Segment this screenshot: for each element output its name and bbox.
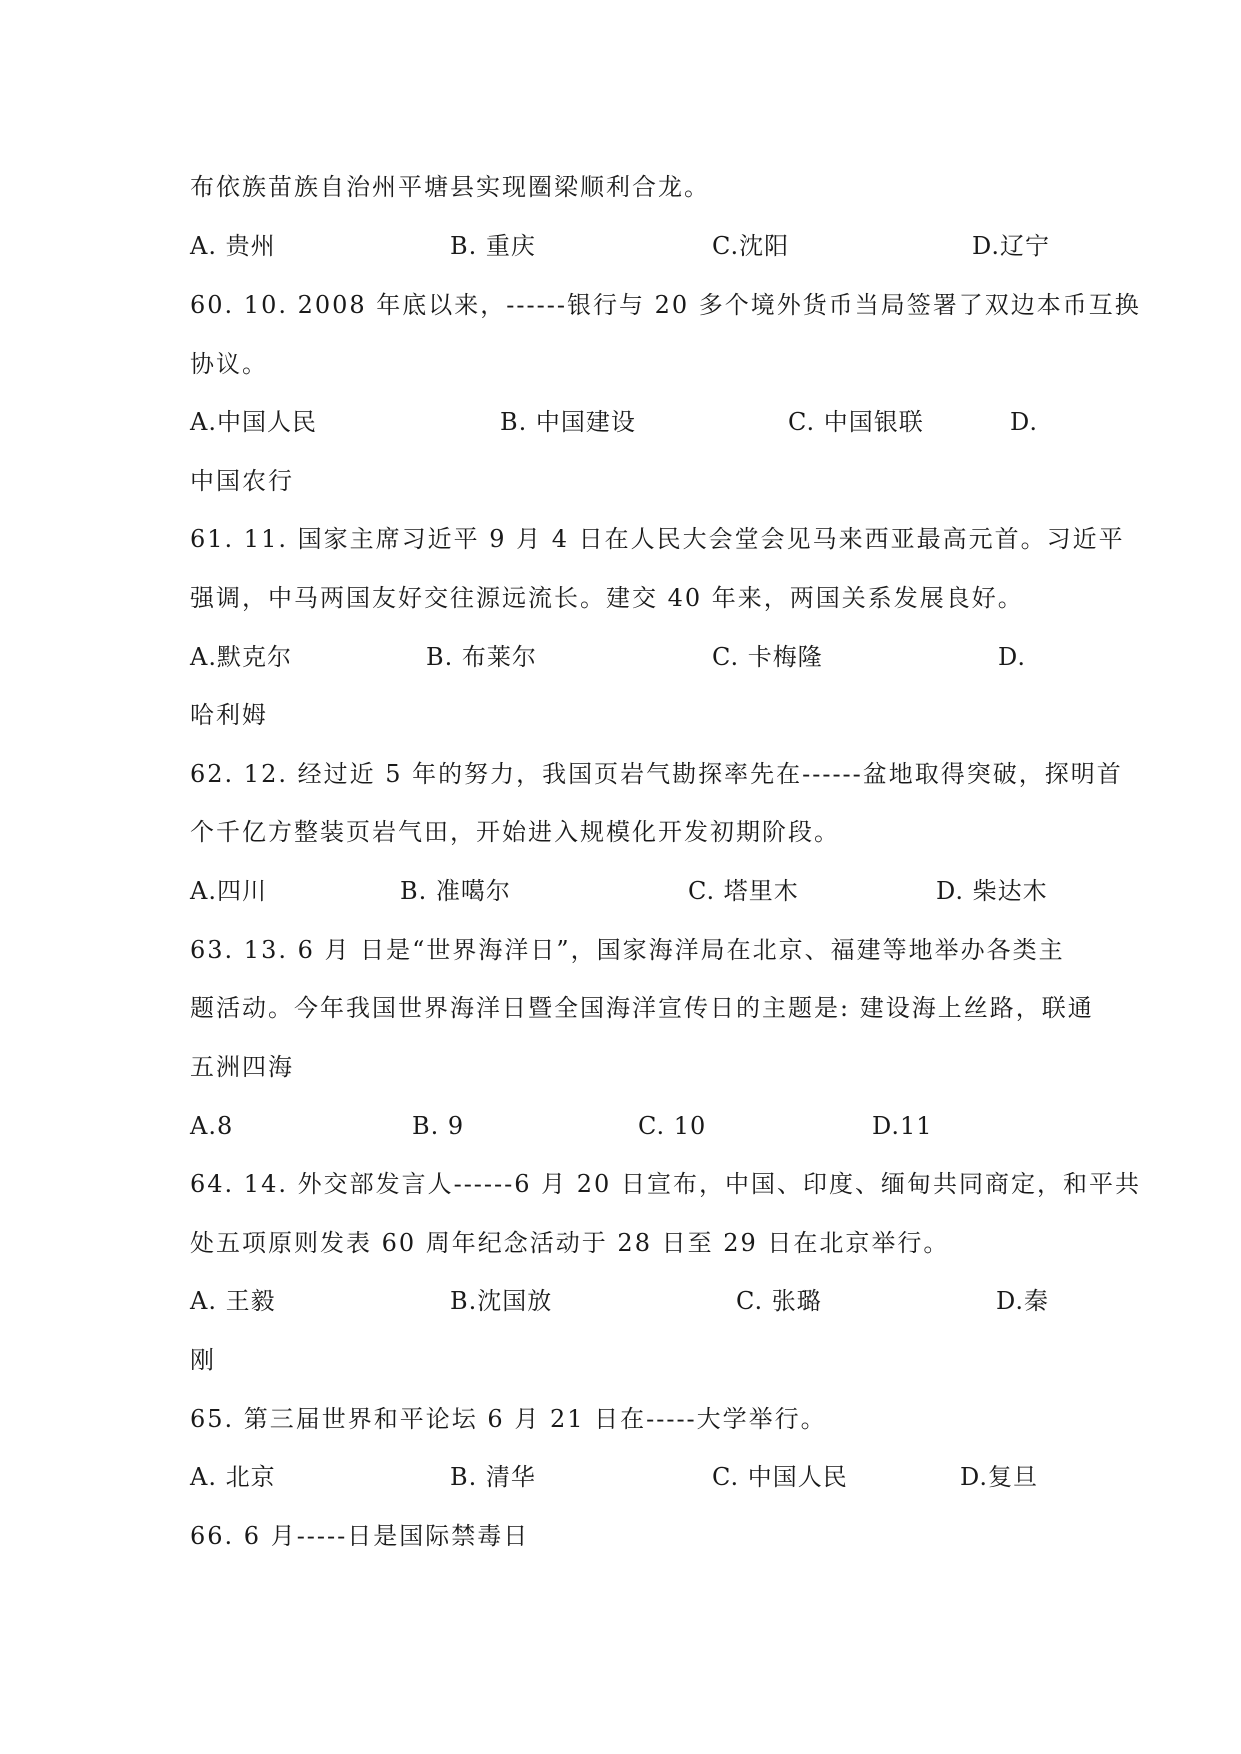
text-line: 强调，中马两国友好交往源远流长。建交 40 年来，两国关系发展良好。 — [190, 584, 1024, 612]
option-c: C. 塔里木 — [688, 877, 799, 905]
option-b: B. 9 — [412, 1112, 465, 1140]
option-a: A. 王毅 — [190, 1287, 276, 1315]
option-d: D.复旦 — [960, 1463, 1039, 1491]
text-line: 五洲四海 — [190, 1053, 294, 1081]
question-63: 63. 13. 6 月 日是“世界海洋日”，国家海洋局在北京、福建等地举办各类主 — [190, 936, 1065, 964]
option-d: D. — [998, 643, 1027, 671]
option-b: B. 准噶尔 — [400, 877, 511, 905]
question-66: 66. 6 月-----日是国际禁毒日 — [190, 1522, 530, 1550]
option-a: A.默克尔 — [190, 643, 292, 671]
option-a: A.中国人民 — [190, 408, 317, 436]
option-d: D.辽宁 — [972, 232, 1051, 260]
text-line: 题活动。今年我国世界海洋日暨全国海洋宣传日的主题是: 建设海上丝路，联通 — [190, 994, 1094, 1022]
text-line: 协议。 — [190, 350, 268, 378]
question-65: 65. 第三届世界和平论坛 6 月 21 日在-----大学举行。 — [190, 1405, 827, 1433]
option-c: C. 中国人民 — [712, 1463, 848, 1491]
text-line: 刚 — [190, 1346, 216, 1374]
option-a: A.8 — [190, 1112, 234, 1140]
option-a: A. 贵州 — [190, 232, 276, 260]
option-a: A.四川 — [190, 877, 267, 905]
question-62: 62. 12. 经过近 5 年的努力，我国页岩气勘探率先在------盆地取得突破，探明首 — [190, 760, 1123, 788]
text-line: 中国农行 — [190, 467, 294, 495]
option-a: A. 北京 — [190, 1463, 276, 1491]
question-60: 60. 10. 2008 年底以来，------银行与 20 多个境外货币当局签署了双边本币互换 — [190, 291, 1141, 319]
option-b: B. 重庆 — [450, 232, 536, 260]
option-d: D. — [1010, 408, 1039, 436]
option-b: B. 中国建设 — [500, 408, 636, 436]
option-d: D.11 — [872, 1112, 933, 1140]
option-b: B.沈国放 — [450, 1287, 553, 1315]
text-line: 布依族苗族自治州平塘县实现圈梁顺利合龙。 — [190, 173, 710, 201]
option-d: D.秦 — [996, 1287, 1050, 1315]
option-b: B. 布莱尔 — [426, 643, 537, 671]
option-c: C. 中国银联 — [788, 408, 924, 436]
text-line: 个千亿方整装页岩气田，开始进入规模化开发初期阶段。 — [190, 818, 840, 846]
option-c: C. 张璐 — [736, 1287, 822, 1315]
option-b: B. 清华 — [450, 1463, 536, 1491]
option-c: C.沈阳 — [712, 232, 790, 260]
text-line: 哈利姆 — [190, 701, 268, 729]
option-d: D. 柴达木 — [936, 877, 1048, 905]
option-c: C. 10 — [638, 1112, 707, 1140]
question-64: 64. 14. 外交部发言人------6 月 20 日宣布，中国、印度、缅甸共同商定，和平共 — [190, 1170, 1141, 1198]
question-61: 61. 11. 国家主席习近平 9 月 4 日在人民大会堂会见马来西亚最高元首。习近平 — [190, 525, 1125, 553]
option-c: C. 卡梅隆 — [712, 643, 823, 671]
text-line: 处五项原则发表 60 周年纪念活动于 28 日至 29 日在北京举行。 — [190, 1229, 950, 1257]
